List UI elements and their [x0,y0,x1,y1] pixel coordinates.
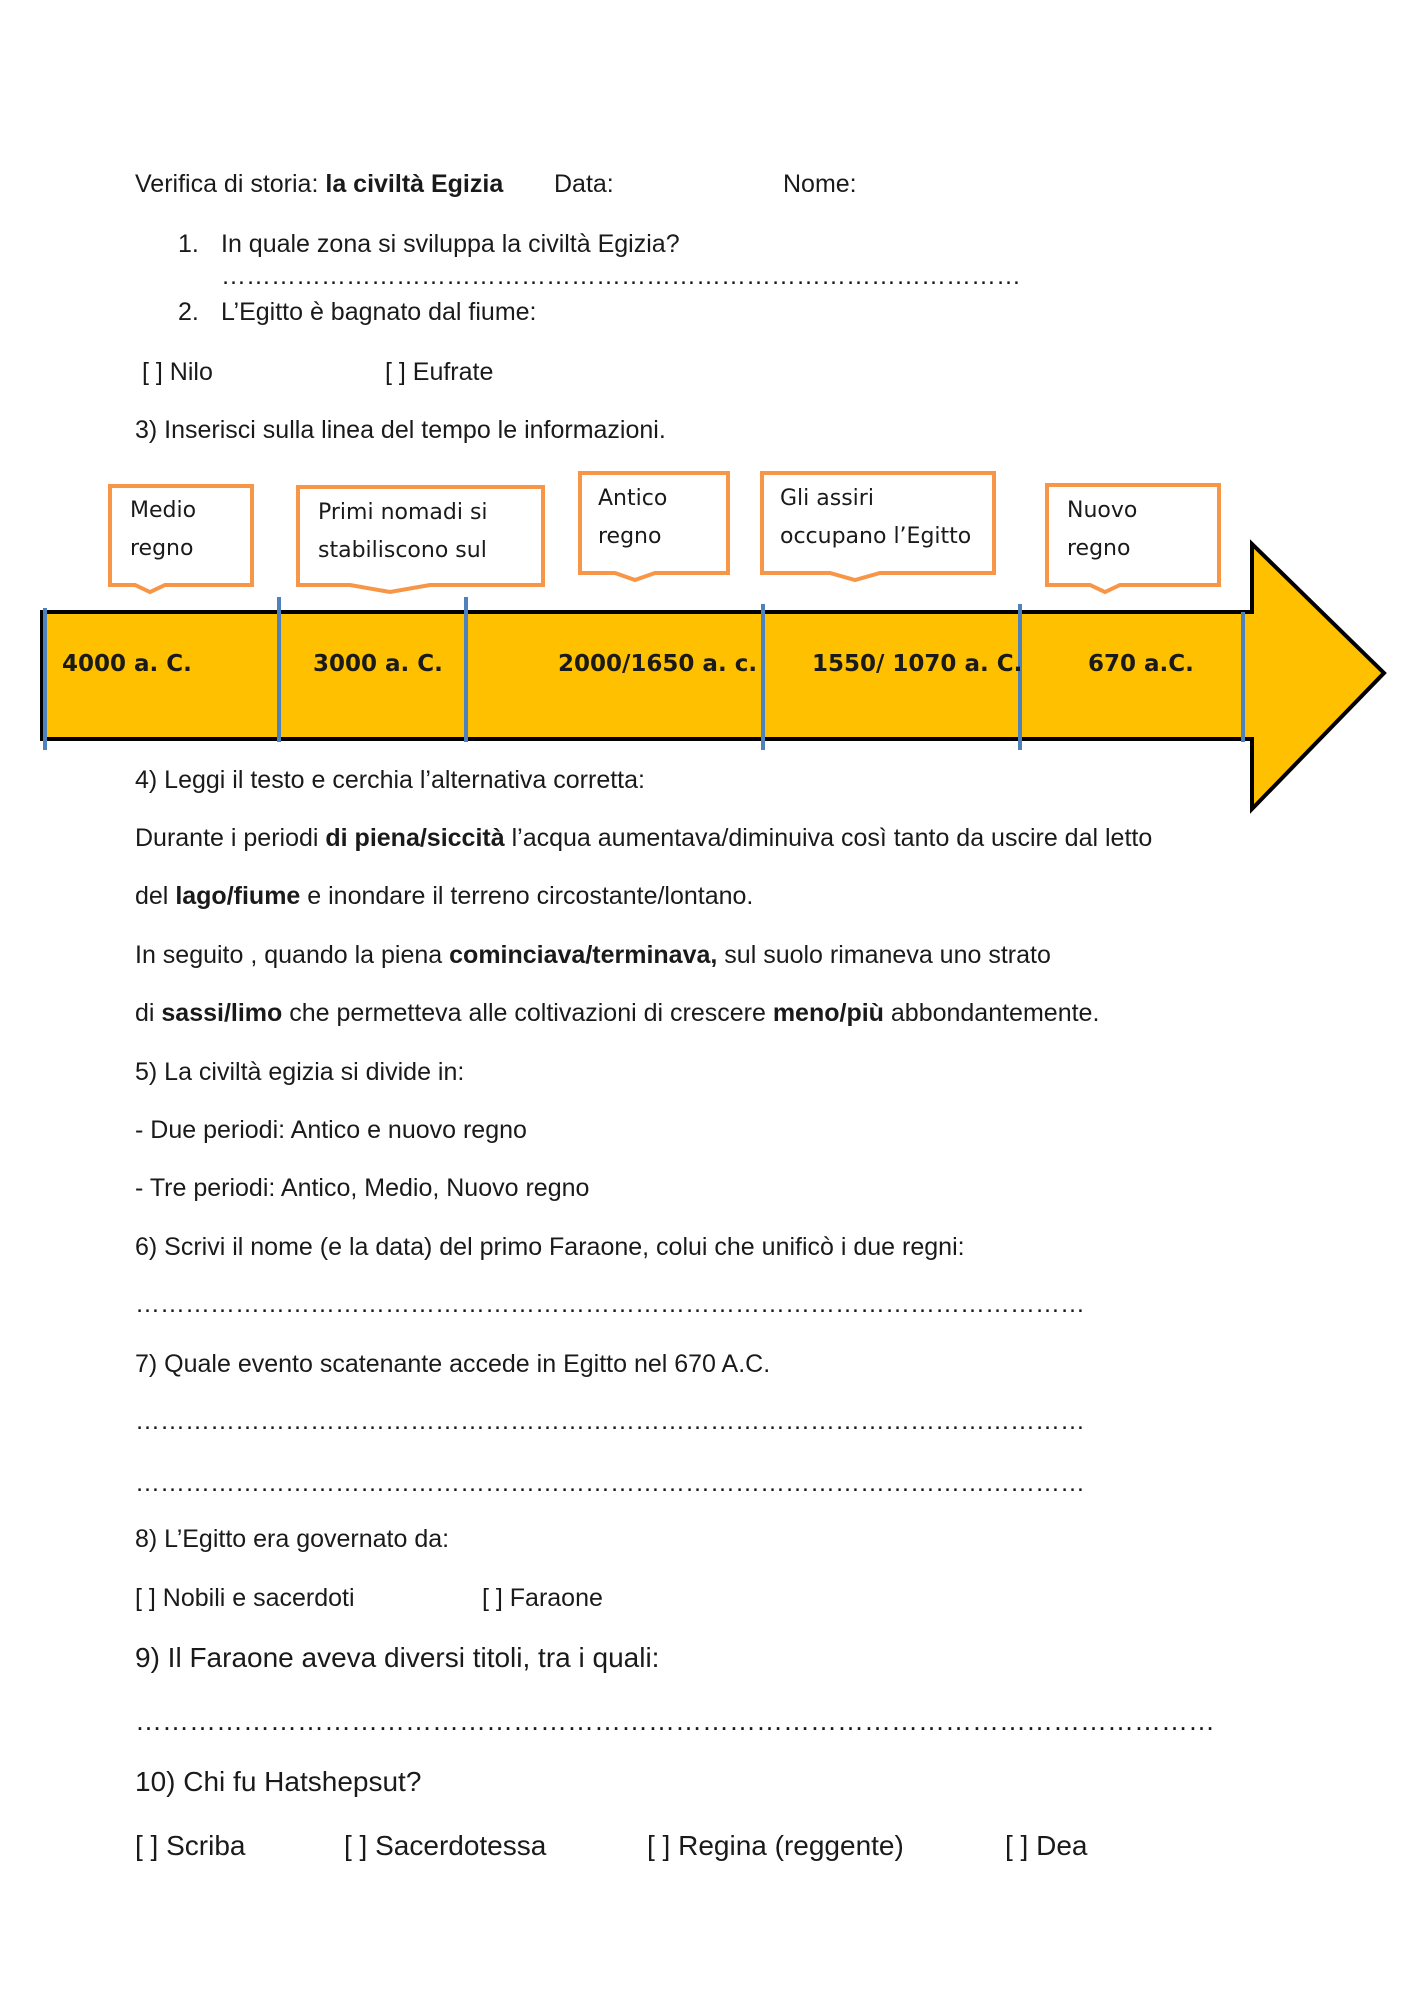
q7-title: 7) Quale evento scatenante accede in Egitto nel 670 A.C. [135,1350,771,1378]
q9-answer-line[interactable]: ………………………………………………………………………………………………………… [135,1706,1215,1736]
q4-text: del [135,882,176,910]
q2-number: 2. [178,298,199,326]
q9-title: 9) Il Faraone aveva diversi titoli, tra i quali: [135,1642,660,1673]
q4-text: sul suolo rimaneva uno strato [717,941,1051,969]
q4-text: di [135,999,162,1027]
q10-option-regina[interactable]: [ ] Regina (reggente) [647,1830,904,1861]
q6-title: 6) Scrivi il nome (e la data) del primo Faraone, colui che unificò i due regni: [135,1233,965,1261]
date-label: Data: [554,170,614,198]
q8-option-faraone[interactable]: [ ] Faraone [482,1584,603,1612]
callout-line: Medio [130,498,197,523]
q4-text: che permetteva alle coltivazioni di crescere [282,999,773,1027]
q8-option-nobili[interactable]: [ ] Nobili e sacerdoti [135,1584,355,1612]
q1-answer-line[interactable]: …………………………………………………………………………………… [221,262,1021,290]
q4-text: e inondare il terreno circostante/lontano. [300,882,754,910]
q7-answer-line-1[interactable]: …………………………………………………………………………………………………… [135,1407,1085,1435]
callout-line: regno [598,524,662,549]
callout-line: stabiliscono sul [318,538,487,563]
q4-text-line-4 [135,998,1099,1028]
header-prefix: Verifica di storia: [135,170,319,198]
callout-line: regno [130,536,194,561]
q8-title: 8) L’Egitto era governato da: [135,1525,450,1553]
timeline-date-2000-1650: 2000/1650 a. c. [558,651,758,677]
callout-medio-regno-text [130,492,196,568]
callout-primi-nomadi-text [318,494,488,570]
callout-line: occupano l’Egitto [780,524,972,549]
q5-title: 5) La civiltà egizia si divide in: [135,1058,465,1086]
callout-line: Gli assiri [780,486,874,511]
q10-title: 10) Chi fu Hatshepsut? [135,1766,422,1797]
q1-text: In quale zona si sviluppa la civiltà Egizia? [221,230,680,258]
timeline-date-670: 670 a.C. [1088,651,1194,677]
q4-choice[interactable]: meno/più [772,999,884,1027]
timeline-date-1550-1070: 1550/ 1070 a. C. [812,651,1023,677]
q10-option-dea[interactable]: [ ] Dea [1005,1830,1088,1861]
callout-assiri-text [780,480,971,556]
q10-option-scriba[interactable]: [ ] Scriba [135,1830,246,1861]
q5-option-due-periodi[interactable]: - Due periodi: Antico e nuovo regno [135,1116,527,1144]
q4-text-line-3 [135,940,1051,970]
timeline-date-4000: 4000 a. C. [62,651,192,677]
q4-choice[interactable]: sassi/limo [161,999,283,1027]
q2-text: L’Egitto è bagnato dal fiume: [221,298,537,326]
q4-text: abbondantemente. [883,999,1100,1027]
q7-answer-line-2[interactable]: …………………………………………………………………………………………………… [135,1469,1085,1497]
name-label: Nome: [783,170,857,198]
q4-text-line-1 [135,823,1152,853]
q4-text: In seguito , quando la piena [135,941,450,969]
callout-antico-regno-text [598,480,667,556]
callout-line: Antico [598,486,668,511]
callout-line: Nuovo [1067,498,1138,523]
q4-text: Durante i periodi [135,824,326,852]
q4-choice[interactable]: di piena/siccità [325,824,505,852]
q10-option-sacerdotessa[interactable]: [ ] Sacerdotessa [344,1830,547,1861]
callout-line: regno [1067,536,1131,561]
q4-choice[interactable]: lago/fiume [175,882,301,910]
q4-choice[interactable]: cominciava/terminava, [449,941,718,969]
callout-nuovo-regno-text [1067,492,1137,568]
q4-title: 4) Leggi il testo e cerchia l’alternativa corretta: [135,766,645,794]
q4-text-line-2 [135,881,753,911]
q2-option-eufrate[interactable]: [ ] Eufrate [385,358,494,386]
q5-option-tre-periodi[interactable]: - Tre periodi: Antico, Medio, Nuovo regno [135,1174,590,1202]
q4-text: l’acqua aumentava/diminuiva così tanto da uscire dal letto [504,824,1153,852]
q6-answer-line[interactable]: …………………………………………………………………………………………………… [135,1290,1085,1318]
q2-option-nilo[interactable]: [ ] Nilo [142,358,213,386]
callout-line: Primi nomadi si [318,500,488,525]
timeline-date-3000: 3000 a. C. [313,651,443,677]
worksheet-header [135,169,503,199]
header-topic: la civiltà Egizia [325,170,504,198]
q3-title: 3) Inserisci sulla linea del tempo le informazioni. [135,416,666,444]
q1-number: 1. [178,230,199,258]
